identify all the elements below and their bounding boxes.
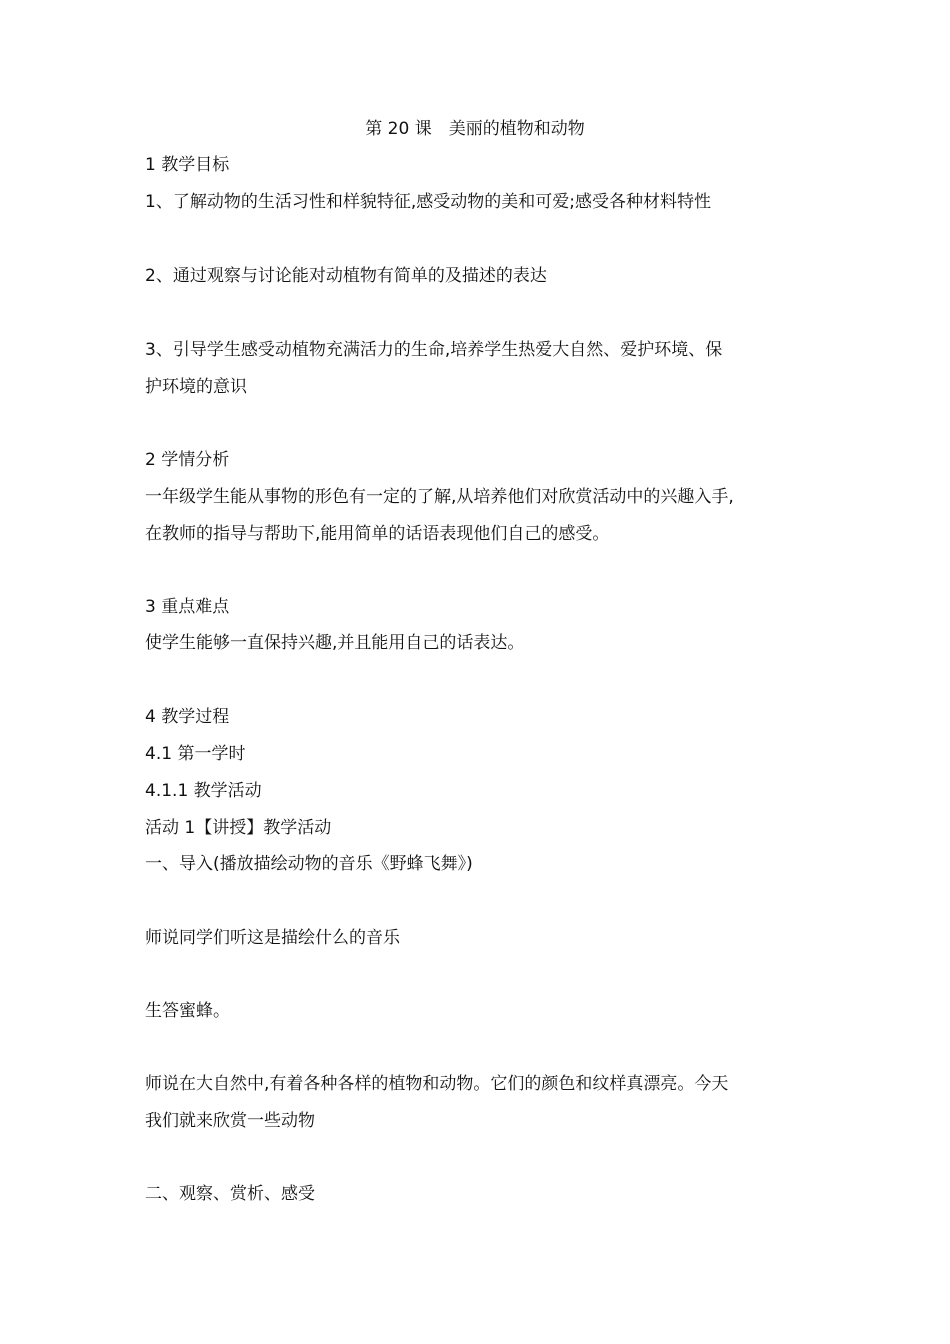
paragraph-line: 在教师的指导与帮助下,能用简单的话语表现他们自己的感受。	[145, 524, 610, 544]
activity-heading: 活动 1【讲授】教学活动	[145, 818, 332, 838]
paragraph-line: 师说同学们听这是描绘什么的音乐	[145, 928, 400, 948]
section-heading-key-points: 3 重点难点	[145, 597, 230, 617]
paragraph-line: 3、引导学生感受动植物充满活力的生命,培养学生热爱大自然、爱护环境、保	[145, 340, 723, 360]
subsection-heading: 4.1.1 教学活动	[145, 781, 262, 801]
paragraph-line: 一、导入(播放描绘动物的音乐《野蜂飞舞》)	[145, 854, 473, 874]
paragraph-line: 使学生能够一直保持兴趣,并且能用自己的话表达。	[145, 633, 525, 653]
section-heading-objectives: 1 教学目标	[145, 155, 230, 175]
paragraph-line: 我们就来欣赏一些动物	[145, 1111, 315, 1131]
paragraph-line: 1、了解动物的生活习性和样貌特征,感受动物的美和可爱;感受各种材料特性	[145, 192, 711, 212]
page-title: 第 20 课 美丽的植物和动物	[365, 119, 585, 139]
paragraph-line: 一年级学生能从事物的形色有一定的了解,从培养他们对欣赏活动中的兴趣入手,	[145, 487, 734, 507]
paragraph-line: 二、观察、赏析、感受	[145, 1184, 315, 1204]
section-heading-analysis: 2 学情分析	[145, 450, 230, 470]
paragraph-line: 生答蜜蜂。	[145, 1001, 230, 1021]
subsection-heading: 4.1 第一学时	[145, 744, 246, 764]
section-heading-process: 4 教学过程	[145, 707, 230, 727]
paragraph-line: 2、通过观察与讨论能对动植物有简单的及描述的表达	[145, 266, 547, 286]
paragraph-line: 师说在大自然中,有着各种各样的植物和动物。它们的颜色和纹样真漂亮。今天	[145, 1074, 729, 1094]
paragraph-line: 护环境的意识	[145, 377, 247, 397]
